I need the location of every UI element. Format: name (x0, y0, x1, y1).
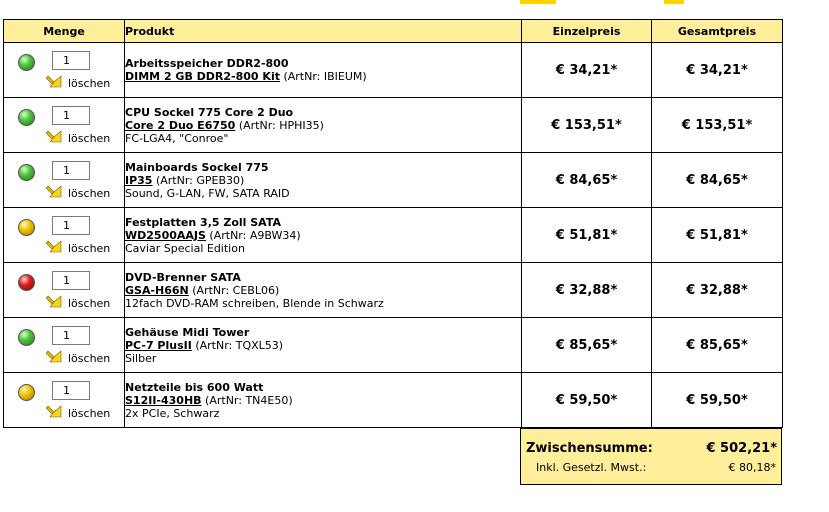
qty-cell (4, 318, 125, 373)
tax-value: € 80,18* (728, 461, 776, 474)
availability-green-icon (18, 109, 35, 126)
quantity-input[interactable] (52, 381, 90, 400)
quantity-input[interactable] (52, 271, 90, 290)
product-category: Mainboards Sockel 775 (125, 160, 269, 174)
quantity-input[interactable] (52, 106, 90, 125)
delete-link[interactable] (46, 75, 110, 92)
product-category: Gehäuse Midi Tower (125, 325, 250, 339)
product-link[interactable]: IP35 (125, 173, 153, 187)
product-description: Sound, G-LAN, FW, SATA RAID (125, 186, 290, 200)
product-category: DVD-Brenner SATA (125, 270, 241, 284)
product-artnr: (ArtNr: IBIEUM) (283, 70, 367, 83)
cart-row (4, 318, 783, 373)
product-description: 12fach DVD-RAM schreiben, Blende in Schwarz (125, 296, 384, 310)
qty-cell (4, 43, 125, 98)
product-link[interactable]: WD2500AAJS (125, 228, 206, 242)
top-decoration-right (664, 0, 684, 4)
top-decoration-left (520, 0, 556, 4)
delete-icon (46, 75, 68, 92)
header-einzelpreis: Einzelpreis (522, 20, 652, 43)
product-artnr: (ArtNr: TQXL53) (195, 338, 284, 352)
delete-label: löschen (68, 297, 111, 310)
header-gesamtpreis: Gesamtpreis (652, 20, 783, 43)
quantity-input[interactable] (52, 216, 90, 235)
subtotal-label: Zwischensumme: (526, 441, 653, 456)
product-cell (125, 373, 522, 428)
product-link[interactable]: Core 2 Duo E6750 (125, 118, 236, 132)
delete-icon (46, 130, 68, 147)
product-artnr: (ArtNr: GPEB30) (155, 173, 245, 187)
qty-cell (4, 153, 125, 208)
unit-price: € 85,65* (522, 318, 652, 373)
total-price: € 59,50* (652, 373, 783, 428)
subtotal-value: € 502,21* (706, 441, 777, 456)
unit-price: € 32,88* (522, 263, 652, 318)
product-description: Caviar Special Edition (125, 241, 245, 255)
unit-price: € 59,50* (522, 373, 652, 428)
product-cell (125, 153, 522, 208)
delete-icon (46, 350, 68, 367)
product-link[interactable]: DIMM 2 GB DDR2-800 Kit (125, 70, 280, 83)
total-price: € 85,65* (652, 318, 783, 373)
availability-green-icon (18, 329, 35, 346)
delete-link[interactable] (46, 350, 110, 367)
delete-icon (46, 240, 68, 257)
total-price: € 51,81* (652, 208, 783, 263)
availability-yellow-icon (18, 384, 35, 401)
delete-link[interactable] (46, 405, 110, 422)
delete-link[interactable] (46, 185, 110, 202)
delete-label: löschen (68, 407, 111, 420)
product-cell (125, 98, 522, 153)
product-category: Netzteile bis 600 Watt (125, 380, 264, 394)
availability-yellow-icon (18, 219, 35, 236)
product-link[interactable]: GSA-H66N (125, 283, 189, 297)
delete-icon (46, 295, 68, 312)
product-category: Festplatten 3,5 Zoll SATA (125, 215, 282, 229)
tax-label: Inkl. Gesetzl. Mwst.: (536, 461, 647, 474)
quantity-input[interactable] (52, 326, 90, 345)
cart-row (4, 208, 783, 263)
product-description: Silber (125, 351, 157, 365)
quantity-input[interactable] (52, 51, 90, 70)
product-artnr: (ArtNr: A9BW34) (209, 228, 301, 242)
delete-label: löschen (68, 187, 111, 200)
product-category: CPU Sockel 775 Core 2 Duo (125, 105, 294, 119)
total-price: € 153,51* (652, 98, 783, 153)
delete-label: löschen (68, 242, 111, 255)
unit-price: € 84,65* (522, 153, 652, 208)
product-cell (125, 318, 522, 373)
unit-price: € 51,81* (522, 208, 652, 263)
delete-icon (46, 405, 68, 422)
delete-link[interactable] (46, 295, 110, 312)
delete-label: löschen (68, 132, 111, 145)
summary-box (520, 428, 782, 485)
product-cell (125, 208, 522, 263)
product-category: Arbeitsspeicher DDR2-800 (125, 57, 289, 70)
unit-price: € 153,51* (522, 98, 652, 153)
total-price: € 32,88* (652, 263, 783, 318)
cart-row (4, 263, 783, 318)
total-price: € 34,21* (652, 43, 783, 98)
qty-cell (4, 373, 125, 428)
cart-row (4, 373, 783, 428)
delete-link[interactable] (46, 240, 110, 257)
delete-label: löschen (68, 352, 111, 365)
unit-price: € 34,21* (522, 43, 652, 98)
cart-row (4, 98, 783, 153)
header-produkt: Produkt (125, 20, 522, 43)
product-artnr: (ArtNr: CEBL06) (192, 283, 280, 297)
product-cell (125, 263, 522, 318)
qty-cell (4, 263, 125, 318)
cart-row (4, 153, 783, 208)
product-link[interactable]: PC-7 PlusII (125, 338, 192, 352)
product-link[interactable]: S12II-430HB (125, 393, 202, 407)
qty-cell (4, 208, 125, 263)
product-artnr: (ArtNr: TN4E50) (205, 393, 293, 407)
cart-header-row (4, 20, 783, 43)
product-description: 2x PCIe, Schwarz (125, 406, 220, 420)
cart-table (3, 19, 783, 428)
cart-body (4, 43, 783, 428)
delete-link[interactable] (46, 130, 110, 147)
product-description: FC-LGA4, "Conroe" (125, 131, 229, 145)
availability-green-icon (18, 164, 35, 181)
product-cell (125, 43, 522, 98)
product-artnr: (ArtNr: HPHI35) (238, 118, 324, 132)
header-menge: Menge (4, 20, 125, 43)
total-price: € 84,65* (652, 153, 783, 208)
availability-green-icon (18, 54, 35, 71)
quantity-input[interactable] (52, 161, 90, 180)
qty-cell (4, 98, 125, 153)
availability-red-icon (18, 274, 35, 291)
delete-icon (46, 185, 68, 202)
cart-row (4, 43, 783, 98)
delete-label: löschen (68, 77, 111, 90)
